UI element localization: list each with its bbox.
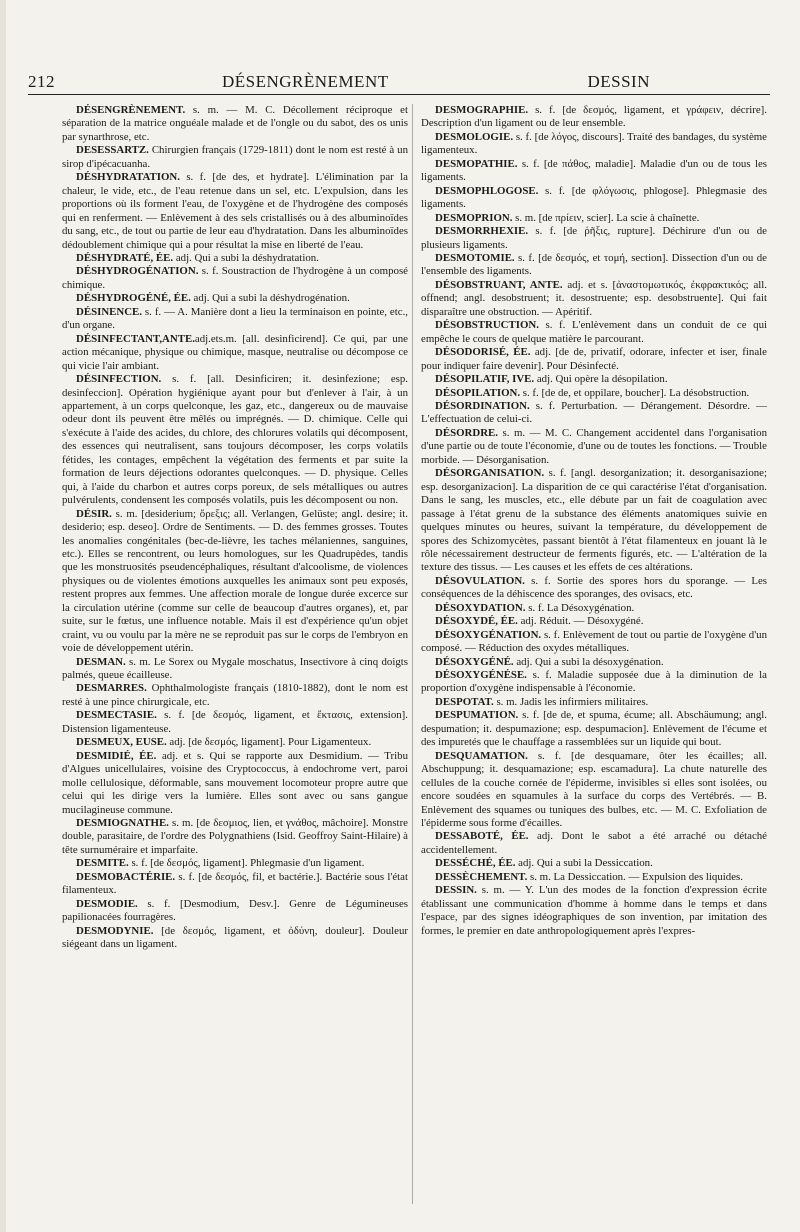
dictionary-entry (62, 817, 408, 857)
entry-headword: DESMITE. (76, 857, 129, 870)
entry-definition: adj. Qui a subi la Dessiccation. (515, 857, 653, 870)
entry-headword: DÉSIR. (76, 507, 112, 520)
dictionary-entry (421, 602, 767, 615)
entry-headword: DESMODIE. (76, 897, 138, 910)
dictionary-entry (62, 925, 408, 952)
entry-headword: DESMOGRAPHIE. (435, 104, 529, 116)
entry-headword: DÉSENGRÈNEMENT. (76, 104, 186, 116)
dictionary-entry (62, 857, 408, 870)
entry-definition: s. f. La Désoxygénation. (525, 601, 635, 614)
entry-headword: DÉSOXYGÉNÉ. (435, 655, 514, 668)
entry-headword: DÉSHYDRATÉ, ÉE. (76, 251, 174, 264)
entry-definition: s. f. Enlèvement de tout ou partie de l'oxygène d'un composé. — Réduction des oxydes métalliques. (421, 628, 767, 655)
dictionary-entry (421, 696, 767, 709)
dictionary-entry (421, 185, 767, 212)
entry-definition: adj. et s. Qui se rapporte aux Desmidium. — Tribu d'Algues unicellulaires, voisine des Cryptococcus, à endochrome vert, paroi molle cellulosique, déformable, sans mouvement locomoteur propre autre que celui qui les dirige vers la lumière. Elles sont avec ou sans gangue mucilagineuse commune. (62, 749, 408, 816)
entry-definition: s. f. [de λόγος, discours]. Traité des bandages, du système ligamenteux. (421, 130, 767, 157)
entry-headword: DESSABOTÉ, ÉE. (435, 830, 529, 843)
entry-definition: s. f. Maladie supposée due à la diminution de la proportion d'oxygène indispensable à l'économie. (421, 669, 767, 695)
entry-definition: s. m. — Y. L'un des modes de la fonction d'expression écrite établissant une communication d'homme à homme dans le temps et dans l'espace, par des signes idéographiques de son invention, par imitation des formes, le premier en date anthropologiquement après l'expres- (421, 884, 767, 937)
entry-definition: s. m. — M. C. Décollement réciproque et séparation de la matrice onguéale malade et de l'ongle ou du sabot, des os unis par synarthrose, etc. (62, 104, 408, 143)
entry-definition: s. m. [de δεσμιος, lien, et γνάθος, mâchoire]. Monstre double, parasitaire, de l'ordre des Polygnathiens (Isid. Geoffroy Saint-Hilaire) à tête surnuméraire et imparfaite. (62, 817, 408, 856)
entry-headword: DÉSOVULATION. (435, 574, 525, 587)
entry-headword: DESMAN. (76, 655, 126, 668)
entry-headword: DESPOTAT. (435, 695, 494, 708)
entry-headword: DESMIOGNATHE. (76, 817, 169, 830)
dictionary-entry (421, 830, 767, 857)
entry-headword: DÉSINFECTION. (76, 373, 162, 386)
page-number: 212 (28, 72, 55, 91)
entry-definition: s. f. [de πάθος, maladie]. Maladie d'un ou de tous les ligaments. (421, 157, 767, 184)
entry-headword: DÉSHYDROGÉNÉ, ÉE. (76, 292, 191, 305)
entry-definition: [de δεσμός, ligament, et ὀδύνη, douleur]. Douleur siégeant dans un ligament. (62, 924, 408, 951)
left-column (62, 104, 408, 952)
dictionary-entry (62, 171, 408, 252)
dictionary-entry (421, 212, 767, 225)
dictionary-entry (421, 131, 767, 158)
entry-headword: DÉSINFECTANT,ANTE. (76, 332, 195, 345)
entry-definition: s. f. Sortie des spores hors du sporange. — Les conséquences de la déhiscence des sporanges, des ovisacs, etc. (421, 574, 767, 601)
entry-definition: s. f. [de δεσμός, ligament, et ἔκτασις, extension]. Distension ligamenteuse. (62, 709, 408, 735)
dictionary-entry (62, 373, 408, 508)
dictionary-entry (62, 292, 408, 305)
dictionary-entry (62, 508, 408, 656)
entry-headword: DESPUMATION. (435, 709, 519, 722)
entry-headword: DESSIN. (435, 884, 477, 897)
entry-definition: s. m. [desiderium; ὄρεξις; all. Verlangen, Gelüste; angl. desire; it. desiderio; esp. deseo]. Ordre de Sentiments. — D. des femmes grosses. Toutes les anomalies congénitales (bec-de-lièvre, les taches mélaniennes, sanguines, etc.). Elles se rencontrent, ou leurs homologues, sur les Quadrupèdes, tandis que les monstruosités pseudencéphaliques, résultant d'alcoolisme, de violences physiques ou de violentes émotions auxquelles les animaux sont peu exposés, restent propres aux femmes. Une affection morale de longue durée excerce sur la circulation utérine (comme sur celle de beaucoup d'autres organes), et, par suite, sur le fœtus, une influence notable. Mais il est d'expérience qu'un objet craint, vu ou voulu par la mère ne se reproduit pas sur le corps de l'embryon en voie de développement utérin. (62, 507, 408, 655)
entry-headword: DESMEUX, EUSE. (76, 736, 167, 749)
running-header (28, 72, 770, 94)
entry-headword: DESSÉCHÉ, ÉE. (435, 857, 516, 870)
entry-definition: adj. Qui opère la désopilation. (534, 373, 668, 386)
entry-headword: DESMOLOGIE. (435, 130, 514, 143)
dictionary-entry (62, 736, 408, 749)
entry-headword: DESMOBACTÉRIE. (76, 870, 176, 883)
dictionary-entry (62, 871, 408, 898)
dictionary-entry (421, 387, 767, 400)
dictionary-entry (421, 104, 767, 131)
dictionary-entry (421, 279, 767, 319)
dictionary-entry (421, 319, 767, 346)
entry-definition: adj. Qui a subi la déshydratation. (173, 251, 319, 264)
dictionary-entry (62, 252, 408, 265)
page-gutter-shadow (0, 0, 6, 1232)
entry-definition: s. f. L'enlèvement dans un conduit de ce qui empêche le cours de quelque matière le parcourant. (421, 319, 767, 345)
entry-headword: DESMIDIÉ, ÉE. (76, 749, 157, 762)
entry-definition: s. f. [de de, et oppilare, boucher]. La désobstruction. (520, 386, 750, 399)
entry-headword: DESMOPRION. (435, 211, 513, 224)
dictionary-entry (421, 400, 767, 427)
dictionary-entry (62, 682, 408, 709)
entry-headword: DÉSOBSTRUCTION. (435, 319, 539, 332)
entry-headword: DÉSORGANISATION. (435, 467, 545, 480)
entry-definition: adj. [de δεσμός, ligament]. Pour Ligamenteux. (166, 736, 372, 749)
dictionary-entry (62, 898, 408, 925)
entry-definition: adj. et s. [ἀναστομωτικός, ἐκφρακτικός; all. offnend; angl. desobstruent; it. desostruente; esp. desobstruente]. Qui fait disparaître une obstruction. — Apéritif. (421, 278, 767, 318)
entry-headword: DESMOTOMIE. (435, 251, 515, 264)
entry-headword: DÉSOPILATION. (435, 386, 521, 399)
dictionary-entry (421, 158, 767, 185)
dictionary-entry (421, 373, 767, 386)
entry-definition: adj. Qui a subi la déshydrogénation. (190, 292, 350, 305)
header-rule (28, 94, 770, 95)
entry-headword: DÉSODORISÉ, ÉE. (435, 346, 531, 359)
entry-headword: DESMODYNIE. (76, 924, 154, 937)
dictionary-entry (62, 265, 408, 292)
entry-definition: s. m. Le Sorex ou Mygale moschatus, Insectivore à cinq doigts palmés, queue écailleuse. (62, 655, 408, 682)
entry-definition: s. f. [de des, et hydrate]. L'élimination par la chaleur, le vide, etc., de l'eau retenue dans un sel, etc. L'expulsion, dans les proportions où ils forment l'eau, de l'oxygène et de l'hydrogène des composés qui en renferment. — Enlèvement à des sels cristallisés ou à des albuminoïdes du sang, etc., de tout ou partie de leur eau d'hydratation. Dans les albuminoïdes dédoublement chimique qui a pour résultat la mise en liberté de l'eau. (62, 171, 408, 251)
entry-definition: s. m. Jadis les infirmiers militaires. (493, 695, 649, 708)
dictionary-entry (421, 750, 767, 831)
entry-definition: s. f. [de δεσμός, fil, et bactérie.]. Bactérie sous l'état filamenteux. (62, 870, 408, 897)
dictionary-entry (421, 575, 767, 602)
dictionary-entry (62, 104, 408, 144)
dictionary-entry (421, 857, 767, 870)
dictionary-entry (421, 467, 767, 575)
dictionary-entry (421, 346, 767, 373)
entry-definition: adj. [de de, privatif, odorare, infecter et iser, finale pour indiquer faire devenir]. Pour Désinfecté. (421, 346, 767, 372)
entry-headword: DÉSINENCE. (76, 305, 142, 318)
entry-headword: DÉSHYDRATATION. (76, 171, 180, 184)
entry-headword: DÉSHYDROGÉNATION. (76, 265, 199, 278)
entry-definition: s. f. [all. Desinficiren; it. desinfezione; esp. desinfeccion]. Opération hygiénique ayant pour but d'enlever à l'air, à un appartement, à un corps quelconque, les gaz, etc., dangereux ou de mauvaise odeur dont ils peuvent être mêlés ou imprégnés. — D. chimique. Celle qui s'exécute à l'aide des acides, du chlore, des chlorures volatils qui décomposent, des essences qui neutralisent, sans toujours décomposer, les corps volatils fétides, les contages, empêchent la végétation des ferments et par suite la formation de leurs déjections odorantes quelconques. — D. physique. Celles qui, à l'aide du charbon et autres corps poreux, de sels métalliques ou autres pulvérulents, condensent les composés volatils, puis les décomposent ou non. (62, 373, 408, 507)
column-divider (412, 104, 413, 1204)
entry-headword: DÉSOXYGÉNATION. (435, 628, 542, 641)
dictionary-entry (421, 871, 767, 884)
entry-definition: s. m. — M. C. Changement accidentel dans l'organisation d'une partie ou de toute l'économie, d'une ou de toutes les fonctions. — Trouble morbide. — Désorganisation. (421, 426, 767, 466)
entry-headword: DÉSORDINATION. (435, 399, 530, 412)
entry-headword: DÉSOBSTRUANT, ANTE. (435, 278, 563, 291)
entry-headword: DESMOPHLOGOSE. (435, 184, 539, 197)
entry-headword: DESQUAMATION. (435, 749, 528, 762)
dictionary-entry (62, 750, 408, 817)
entry-definition: s. f. [de ῥῆξις, rupture]. Déchirure d'un ou de plusieurs ligaments. (421, 225, 767, 251)
entry-definition: adj.ets.m. [all. desinficirend]. Ce qui, par une action mécanique, physique ou chimique, masque, neutralise ou décompose ce qui vicie l'air ambiant. (62, 332, 408, 372)
dictionary-entry (62, 656, 408, 683)
entry-headword: DÉSOPILATIF, IVE. (435, 373, 535, 386)
entry-headword: DESESSARTZ. (76, 144, 149, 157)
left-running-title: DÉSENGRÈNEMENT (222, 72, 389, 91)
entry-definition: adj. Réduit. — Désoxygéné. (517, 615, 644, 628)
entry-headword: DESMOPATHIE. (435, 157, 518, 170)
entry-headword: DESMORRHEXIE. (435, 225, 529, 238)
entry-definition: adj. Qui a subi la désoxygénation. (513, 655, 664, 668)
entry-definition: Ophthalmologiste français (1810-1882), dont le nom est resté à une pince chirurgicale, etc. (62, 682, 408, 708)
entry-definition: s. f. [de δεσμός, ligament, et γράφειν, décrire]. Description d'un ligament ou de leur ensemble. (421, 104, 767, 130)
entry-definition: s. f. [de de, et spuma, écume; all. Abschäumung; angl. despumation; it. despumazione; esp. despumacion]. Enlèvement de l'écume et des impuretés que le chauffage a rassemblées sur un liquide qui bout. (421, 709, 767, 749)
dictionary-entry (421, 669, 767, 696)
dictionary-entry (421, 656, 767, 669)
entry-headword: DÉSOXYDATION. (435, 601, 526, 614)
dictionary-entry (62, 306, 408, 333)
dictionary-entry (421, 884, 767, 938)
entry-definition: s. f. [de desquamare, ôter les écailles; all. Abschuppung; it. desquamazione; esp. escamadura]. La chute naturelle des cellules de la couche cornée de l'épiderme, invisibles si elles sont isolées, ou encore soudées en squamules à la surface du corps des Vertébrés. — B. Enlèvement des squames ou tuniques des bulbes, etc. — M. C. Exfoliation de l'épiderme sous forme d'écailles. (421, 749, 767, 830)
entry-definition: s. f. [de δεσμός, ligament]. Phlegmasie d'un ligament. (128, 857, 365, 870)
entry-definition: s. m. La Dessiccation. — Expulsion des liquides. (527, 870, 743, 883)
dictionary-entry (421, 252, 767, 279)
entry-definition: s. m. [de πρίειν, scier]. La scie à chaînette. (512, 211, 700, 224)
dictionary-entry (62, 333, 408, 373)
dictionary-entry (421, 615, 767, 628)
entry-headword: DESSÈCHEMENT. (435, 870, 528, 883)
entry-headword: DÉSOXYGÉNÉSE. (435, 669, 527, 682)
entry-definition: Chirurgien français (1729-1811) dont le nom est resté à un sirop d'ipécacuanha. (62, 144, 408, 170)
dictionary-entry (421, 427, 767, 467)
entry-definition: adj. Dont le sabot a été arraché ou détaché accidentellement. (421, 830, 767, 856)
dictionary-entry (62, 144, 408, 171)
entry-definition: s. f. Perturbation. — Dérangement. Désordre. — L'effectuation de celui-ci. (421, 399, 767, 426)
dictionary-entry (421, 629, 767, 656)
entry-definition: s. f. [angl. desorganization; it. desorganisazione; esp. desorganizacion]. La disparition de ce qui caractérise l'état d'organisation. Dans le sang, les muscles, etc., elle débute par un fait de coagulation avec passage à l'état grenu de la substance des éléments anatomiques suivie en quelques minutes ou heures, suivant la température, du développement de spores des Schizomycètes, passant bientôt à l'état filamenteux en jouant là le rôle nécessairement destructeur de ferments figurés, etc. — L'altération de la texture des tissus. — Les causes et les effets de ces altérations. (421, 467, 767, 574)
right-column (421, 104, 767, 938)
entry-headword: DÉSOXYDÉ, ÉE. (435, 615, 518, 628)
entry-definition: s. f. [de δεσμός, et τομή, section]. Dissection d'un ou de l'ensemble des ligaments. (421, 251, 767, 278)
dictionary-entry (421, 709, 767, 749)
entry-definition: s. f. Soustraction de l'hydrogène à un composé chimique. (62, 265, 408, 291)
entry-headword: DESMARRES. (76, 682, 147, 695)
dictionary-entry (62, 709, 408, 736)
entry-definition: s. f. [Desmodium, Desv.]. Genre de Légumineuses papilionacées fourragères. (62, 897, 408, 924)
entry-definition: s. f. — A. Manière dont a lieu la terminaison en pointe, etc., d'un organe. (62, 305, 408, 332)
right-running-title: DESSIN (587, 72, 650, 91)
entry-definition: s. f. [de φλόγωσις, phlogose]. Phlegmasie des ligaments. (421, 184, 767, 211)
entry-headword: DESMECTASIE. (76, 709, 157, 722)
entry-headword: DÉSORDRE. (435, 426, 498, 439)
dictionary-entry (421, 225, 767, 252)
